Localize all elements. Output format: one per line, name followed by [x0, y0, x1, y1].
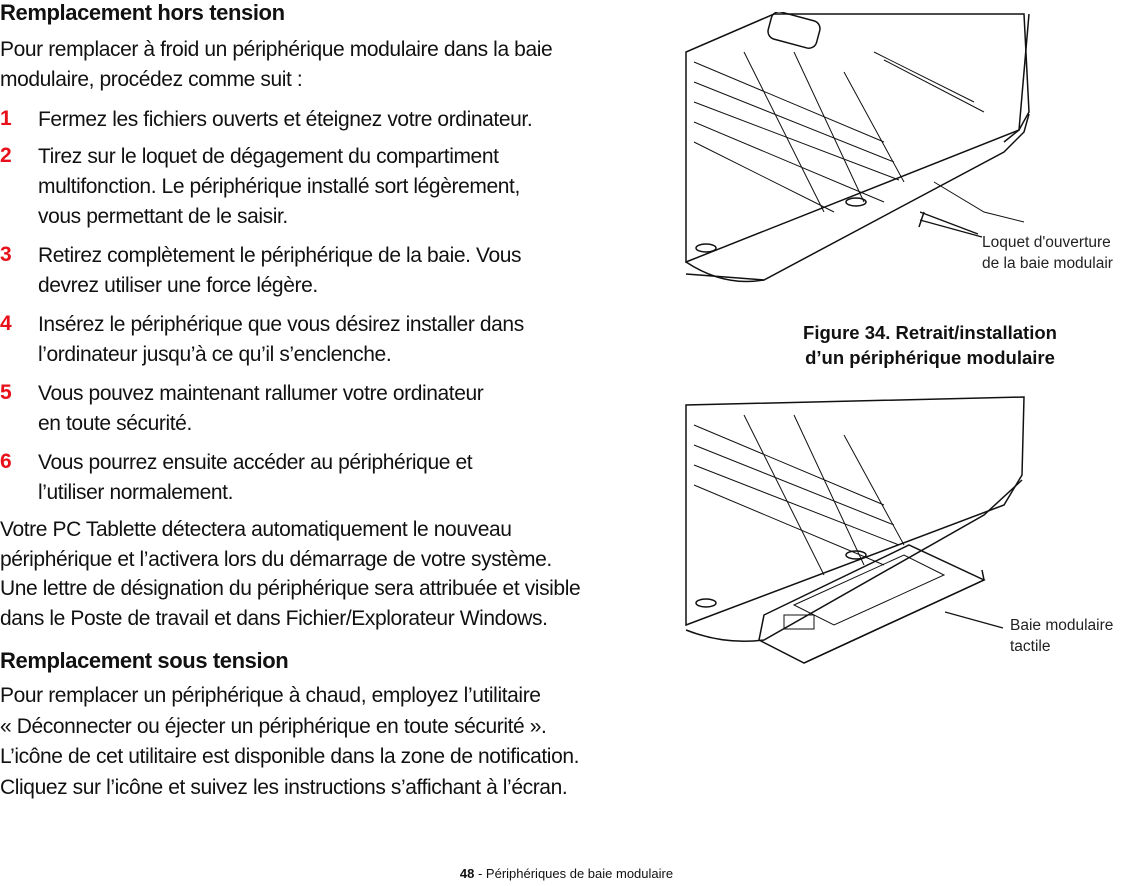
figure-caption [780, 320, 1080, 370]
text-line: Loquet d'ouverture [982, 234, 1111, 251]
step-text [38, 448, 472, 508]
text-line: l’utiliser normalement. [38, 481, 234, 504]
step-text [38, 379, 483, 439]
heading-sous-tension: Remplacement sous tension [0, 648, 289, 673]
step-number: 3 [0, 243, 12, 266]
step-number: 2 [0, 144, 12, 167]
text-line: multifonction. Le périphérique installé sort légèrement, [38, 175, 520, 198]
section2-paragraph [0, 681, 579, 803]
text-line: dans le Poste de travail et dans Fichier/Explorateur Windows. [0, 606, 548, 630]
text-line: Insérez le périphérique que vous désirez installer dans [38, 313, 524, 336]
intro-paragraph [0, 35, 552, 95]
text-line: d’un périphérique modulaire [805, 347, 1055, 368]
callout-line-top [920, 210, 980, 240]
text-line: Vous pouvez maintenant rallumer votre ordinateur [38, 382, 484, 405]
footer-text: - Périphériques de baie modulaire [474, 866, 674, 881]
text-line: Cliquez sur l’icône et suivez les instructions s’affichant à l’écran. [0, 775, 568, 799]
callout-latch-label [982, 232, 1113, 274]
text-line: Figure 34. Retrait/installation [803, 322, 1057, 343]
callout-bay-label [1010, 615, 1113, 657]
text-line: Votre PC Tablette détectera automatiquement le nouveau [0, 518, 512, 541]
text-line: périphérique et l’activera lors du démarrage de votre système. [0, 547, 552, 571]
text-line: Pour remplacer à froid un périphérique modulaire dans la baie [0, 38, 553, 61]
text-line: L’icône de cet utilitaire est disponible dans la zone de notification. [0, 745, 580, 768]
page-footer [0, 866, 1133, 881]
page-number: 48 [459, 866, 475, 881]
text-line: vous permettant de le saisir. [38, 205, 288, 228]
text-line: devrez utiliser une force légère. [38, 274, 318, 297]
callout-line-bottom [945, 610, 1005, 632]
text-line: de la baie modulair [982, 255, 1113, 272]
text-line: Baie modulaire [1010, 617, 1114, 634]
text-line: modulaire, procédez comme suit : [0, 68, 303, 91]
step-text [38, 142, 520, 232]
step-text [38, 241, 521, 301]
text-line: en toute sécurité. [38, 412, 192, 435]
text-line: l’ordinateur jusqu’à ce qu’il s’enclenche. [38, 343, 392, 366]
step-text [38, 105, 532, 135]
text-line: Tirez sur le loquet de dégagement du compartiment [38, 145, 499, 168]
text-line: Une lettre de désignation du périphérique sera attribuée et visible [0, 577, 581, 600]
step-text [38, 310, 524, 370]
text-line: Pour remplacer un périphérique à chaud, employez l’utilitaire [0, 684, 541, 707]
text-line: « Déconnecter ou éjecter un périphérique en toute sécurité ». [0, 714, 547, 738]
step-number: 1 [0, 107, 12, 130]
text-line: Fermez les fichiers ouverts et éteignez votre ordinateur. [38, 108, 533, 131]
step-number: 6 [0, 450, 12, 473]
heading-hors-tension: Remplacement hors tension [0, 0, 285, 25]
text-line: tactile [1010, 638, 1051, 655]
step-number: 4 [0, 312, 12, 335]
text-line: Retirez complètement le périphérique de la baie. Vous [38, 244, 522, 267]
step-number: 5 [0, 381, 12, 404]
outro-paragraph [0, 515, 580, 633]
text-line: Vous pourrez ensuite accéder au périphérique et [38, 451, 473, 474]
